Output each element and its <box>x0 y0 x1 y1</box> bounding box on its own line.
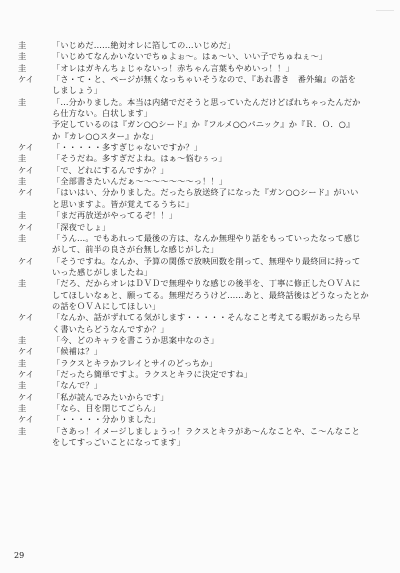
dialogue-text: いった感じがしましたね」 <box>52 266 153 277</box>
dialogue-line <box>18 210 390 221</box>
speaker-name: 圭 <box>18 425 27 436</box>
dialogue-text: 「さあっ！イメージしましょうっ！ラクスとキラがあ〜んなことや、こ〜んなこと <box>52 425 360 436</box>
dialogue-line <box>18 187 390 198</box>
speaker-name: ケイ <box>18 142 34 153</box>
dialogue-line <box>18 380 390 391</box>
dialogue-line <box>18 301 390 312</box>
speaker-name: ケイ <box>18 346 34 357</box>
dialogue-line <box>18 97 390 108</box>
speaker-name: ケイ <box>18 391 34 402</box>
dialogue-text: 「そうだね。多すぎだよね。はぁ〜悩むぅっ」 <box>52 153 227 164</box>
dialogue-text: 「候補は？」 <box>52 346 103 357</box>
dialogue-block <box>18 40 390 448</box>
dialogue-line <box>18 437 390 448</box>
dialogue-line <box>18 142 390 153</box>
speaker-name: 圭 <box>18 278 27 289</box>
dialogue-text: してほしいなぁと、願ってる。無理だろうけど……あと、最終話後はどうなったとか <box>52 289 369 300</box>
dialogue-line <box>18 165 390 176</box>
dialogue-line <box>18 346 390 357</box>
dialogue-line <box>18 199 390 210</box>
dialogue-text: 「で、どれにするんですか？」 <box>52 164 169 175</box>
dialogue-line <box>18 40 390 51</box>
dialogue-line <box>18 392 390 403</box>
dialogue-line <box>18 51 390 62</box>
dialogue-text: 「私が読んでみたいからです」 <box>52 391 169 402</box>
speaker-name: 圭 <box>18 334 27 345</box>
dialogue-line <box>18 267 390 278</box>
dialogue-text: しましょう」 <box>52 85 103 96</box>
dialogue-line <box>18 176 390 187</box>
dialogue-line <box>18 414 390 425</box>
dialogue-line <box>18 256 390 267</box>
dialogue-line <box>18 131 390 142</box>
speaker-name: ケイ <box>18 414 34 425</box>
speaker-name: 圭 <box>18 153 27 164</box>
speaker-name: ケイ <box>18 312 34 323</box>
speaker-name: 圭 <box>18 380 27 391</box>
speaker-name: 圭 <box>18 357 27 368</box>
dialogue-line <box>18 426 390 437</box>
dialogue-text: と思いますよ。皆が覚えてるうちに」 <box>52 198 194 209</box>
dialogue-line <box>18 74 390 85</box>
dialogue-text: 「全部書きたいんだぁ〜〜〜〜〜〜〜っ！！」 <box>52 176 228 187</box>
dialogue-line <box>18 335 390 346</box>
dialogue-text: 「なんで？」 <box>52 380 103 391</box>
speaker-name: ケイ <box>18 368 34 379</box>
speaker-name: 圭 <box>18 232 27 243</box>
dialogue-line <box>18 312 390 323</box>
dialogue-text: 「なら、目を閉じてごらん」 <box>52 403 161 413</box>
dialogue-text: 「だったら簡単ですよ。ラクスとキラに決定ですね」 <box>52 368 253 379</box>
dialogue-text: 「今、どのキャラを書こうか思案中なのさ」 <box>52 334 219 345</box>
dialogue-text: 「ラクスとキラかフレイとサイのどっちか」 <box>52 357 218 368</box>
speaker-name: 圭 <box>18 51 27 62</box>
speaker-name: 圭 <box>18 62 27 73</box>
dialogue-line <box>18 63 390 74</box>
dialogue-text: 「だろ、だからオレはＤＶＤで無理やりな感じの後半を、丁寧に修正したＯＶＡに <box>52 278 361 289</box>
dialogue-text: 「深夜でしょ」 <box>52 221 111 232</box>
speaker-name: ケイ <box>18 187 34 198</box>
dialogue-text: 「オレはガキんちょじゃないっ！赤ちゃん言葉もやめいっ！！」 <box>52 62 294 73</box>
dialogue-line <box>18 244 390 255</box>
speaker-name: 圭 <box>18 40 27 50</box>
dialogue-line <box>18 85 390 96</box>
dialogue-text: 「はいはい、分かりました。だったら放送終了になった『ガン○○シード』がいい <box>52 187 359 198</box>
dialogue-text: 「いじめだ……絶対オレに箔しての…いじめだ」 <box>52 40 236 50</box>
dialogue-text: の話をＯＶＡにしてほしい」 <box>52 300 161 311</box>
dialogue-text: 「そうですね。なんか、予算の関係で放映回数を削って、無理やり最終回に持って <box>52 255 361 266</box>
dialogue-text: 「なんか、話がずれてる気がします・・・・・そんなこと考えてる暇があったら早 <box>52 312 361 323</box>
speaker-name: ケイ <box>18 255 34 266</box>
speaker-name: 圭 <box>18 403 27 413</box>
speaker-name: 圭 <box>18 210 27 221</box>
speaker-name: ケイ <box>18 164 34 175</box>
dialogue-text: か『カレ○○スター』かな」 <box>52 130 159 141</box>
dialogue-text: 「…分かりました。本当は内緒でだそうと思っていたんだけどばれちゃったんだか <box>52 96 361 107</box>
dialogue-text: 「さ・て・と、ページが無くなっちゃいそうなので、『あれ書き 番外編』の話を <box>52 74 357 85</box>
dialogue-line <box>18 358 390 369</box>
dialogue-text: 「うん…。でもあれって最後の方は、なんか無理やり話をもっていったなって感じ <box>52 232 361 243</box>
dialogue-text: 「まだ再放送がやってるぞ！！」 <box>52 210 178 221</box>
dialogue-text: く書いたらどうなんですか？」 <box>52 323 169 334</box>
dialogue-line <box>18 222 390 233</box>
dialogue-text: をしてすっごいことになってます」 <box>52 437 185 448</box>
speaker-name: ケイ <box>18 221 34 232</box>
dialogue-line <box>18 403 390 414</box>
dialogue-text: がして、前半の良さが台無しな感じがした」 <box>52 244 219 255</box>
dialogue-line <box>18 108 390 119</box>
dialogue-text: 予定しているのは『ガン○○シード』か『フルメ○○パニック』か『Ｒ．Ｏ．○』 <box>52 119 355 130</box>
dialogue-text: 「いじめてなんかいないでちゅよぉ〜。はぁ〜い、いい子でちゅねぇ〜」 <box>52 51 328 62</box>
dialogue-line <box>18 290 390 301</box>
corner-mark <box>376 4 394 11</box>
dialogue-line <box>18 324 390 335</box>
dialogue-line <box>18 278 390 289</box>
dialogue-text: 「・・・・・分かりました」 <box>52 414 161 425</box>
dialogue-line <box>18 369 390 380</box>
page-number: 29 <box>14 551 25 560</box>
dialogue-line <box>18 153 390 164</box>
dialogue-text: ら仕方ない。白状します」 <box>52 108 153 119</box>
speaker-name: 圭 <box>18 96 27 107</box>
dialogue-text: 「・・・・・多すぎじゃないですか？」 <box>52 142 203 153</box>
dialogue-line <box>18 233 390 244</box>
speaker-name: ケイ <box>18 74 34 85</box>
dialogue-line <box>18 119 390 130</box>
speaker-name: 圭 <box>18 176 27 187</box>
